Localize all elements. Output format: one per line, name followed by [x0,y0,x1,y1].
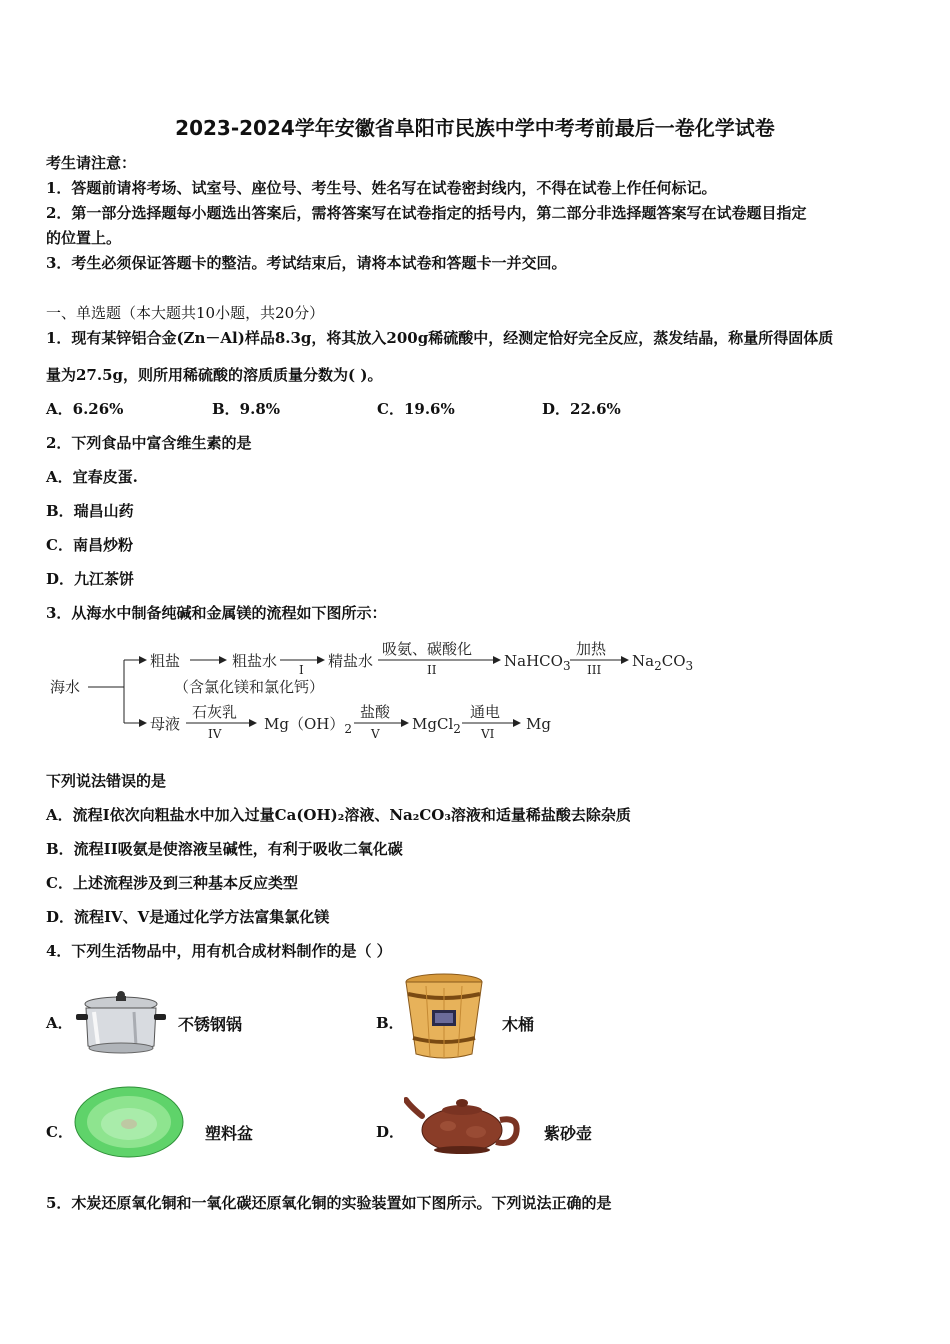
step-3-label: III [587,663,602,677]
step-4-label: IV [208,727,222,741]
q2-option-c: C．南昌炒粉 [46,536,133,554]
clay-teapot-image [404,1086,526,1158]
co-label: CO [661,652,686,670]
svg-text:MgCl2 [412,715,461,736]
question-2-stem: 2．下列食品中富含维生素的是 [46,434,252,452]
question-5-stem: 5．木炭还原氧化铜和一氧化碳还原氧化铜的实验装置如下图所示。下列说法正确的是 [46,1194,612,1212]
seawater-label: 海水 [50,678,81,696]
notice-heading: 考生请注意： [46,154,137,172]
subscript: 2 [453,722,461,736]
q1-option-b: B．9.8% [212,400,281,418]
step-2-condition: 吸氨、碳酸化 [382,640,473,658]
step-5-condition: 盐酸 [360,703,391,721]
crude-salt-label: 粗盐 [150,652,181,670]
mother-liquor-label: 母液 [150,715,181,733]
q4-option-b-label: 木桶 [502,1015,535,1034]
mgoh2-label: Mg（OH） [264,715,345,733]
question-3-stem: 3．从海水中制备纯碱和金属镁的流程如下图所示： [46,604,387,622]
step-6-condition: 通电 [470,703,501,721]
step-3-condition: 加热 [576,640,607,658]
q1-option-c: C．19.6% [377,400,455,418]
notice-item: 1．答题前请将考场、试室号、座位号、考生号、姓名写在试卷密封线内，不得在试卷上作任何标记。 [46,179,717,197]
subscript: 2 [344,722,352,736]
page-title: 2023-2024学年安徽省阜阳市民族中学中考考前最后一卷化学试卷 [175,116,775,140]
q3-option-a: A．流程I依次向粗盐水中加入过量Ca(OH)₂溶液、Na₂CO₃溶液和适量稀盐酸去除杂质 [46,806,631,824]
wooden-bucket-image [402,972,486,1060]
crude-salt-note: （含氯化镁和氯化钙） [174,678,325,696]
q4-option-a-label: 不锈钢锅 [178,1015,243,1034]
q4-option-b-letter: B． [376,1014,404,1032]
notice-item: 2．第一部分选择题每小题选出答案后，需将答案写在试卷指定的括号内，第二部分非选择题答案写在试卷题目指定 [46,204,807,222]
svg-text:NaHCO3 [504,652,571,673]
question-1-line1: 1．现有某锌铝合金(Zn－Al)样品8.3g，将其放入200g稀硫酸中，经测定恰好完全反应，蒸发结晶，称量所得固体质 [46,329,834,347]
flow-diagram [40,636,720,756]
q4-option-c-label: 塑料盆 [205,1124,254,1143]
plastic-basin-image [72,1084,186,1160]
steel-pot-image [74,988,168,1058]
mgcl2-label: MgCl [412,715,454,733]
q4-option-c-letter: C． [46,1123,73,1141]
q1-option-d: D．22.6% [542,400,621,418]
q2-option-d: D．九江茶饼 [46,570,135,588]
nahco3-label: NaHCO [504,652,563,670]
q2-option-a: A．宜春皮蛋. [46,468,138,486]
svg-text:Na2CO3 [632,652,693,673]
step-2-label: II [427,663,437,677]
mg-label: Mg [526,715,551,733]
q3-option-d: D．流程IV、V是通过化学方法富集氯化镁 [46,908,330,926]
subscript: 2 [654,659,662,673]
svg-text:Mg（OH）2 [264,715,352,736]
question-1-line2: 量为27.5g，则所用稀硫酸的溶质质量分数为( )。 [46,366,383,384]
q1-option-a: A．6.26% [46,400,124,418]
q4-option-a-letter: A． [46,1014,73,1032]
na2co3-label: Na [632,652,655,670]
notice-item: 3．考生必须保证答题卡的整洁。考试结束后，请将本试卷和答题卡一并交回。 [46,254,567,272]
question-3-prompt: 下列说法错误的是 [46,772,167,790]
subscript: 3 [562,659,571,673]
refined-brine-label: 精盐水 [328,652,374,670]
q3-option-c: C．上述流程涉及到三种基本反应类型 [46,874,298,892]
q4-option-d-letter: D． [376,1123,405,1141]
q2-option-b: B．瑞昌山药 [46,502,134,520]
question-4-stem: 4．下列生活物品中，用有机合成材料制作的是（ ） [46,942,392,960]
step-1-label: I [299,663,304,677]
step-6-label: VI [481,727,495,741]
section-heading: 一、单选题（本大题共10小题，共20分） [46,304,325,322]
step-4-condition: 石灰乳 [192,703,238,721]
q4-option-d-label: 紫砂壶 [544,1124,593,1143]
q3-option-b: B．流程II吸氨是使溶液呈碱性，有利于吸收二氧化碳 [46,840,403,858]
notice-item: 的位置上。 [46,229,122,247]
subscript: 3 [685,659,694,673]
brine-label: 粗盐水 [232,652,278,670]
step-5-label: V [371,727,380,741]
